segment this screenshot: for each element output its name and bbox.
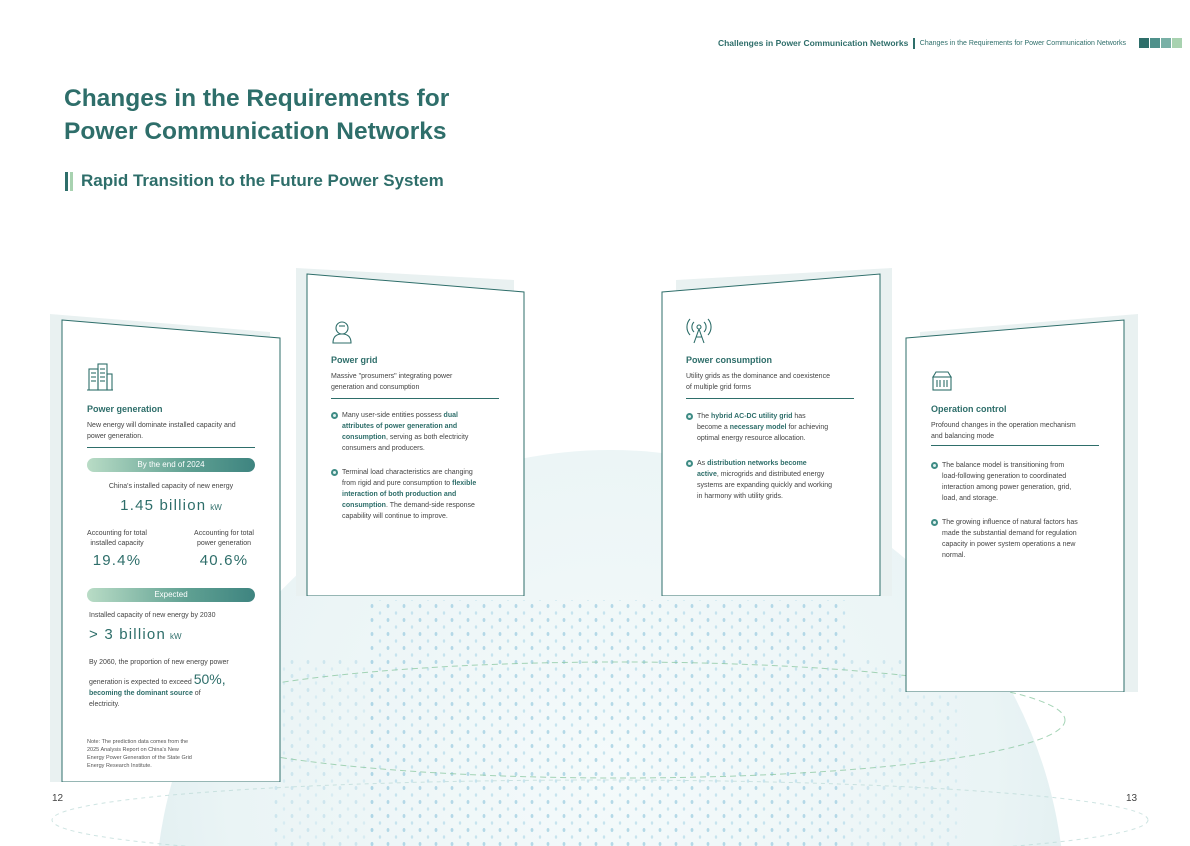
consumption-divider [686,398,854,399]
control-desc [931,420,1076,442]
ctrl-b2-l3: capacity in power system operations a new [942,541,1076,548]
control-title: Operation control [931,404,1007,414]
control-desc-line-1: Profound changes in the operation mechanism [931,422,1076,429]
header-separator [913,38,915,49]
cons-b1-l2c: for achieving [786,424,829,431]
page-number-left: 12 [52,793,64,804]
grid-b1-l3b: , serving as both electricity [385,434,469,441]
control-divider [931,445,1099,446]
capacity-value [87,497,255,514]
cons-b2-l1b: distribution networks become [707,460,807,467]
generation-desc [87,420,236,442]
cons-b1-l1c: has [792,413,806,420]
cons-b1-l1a: The [697,413,712,420]
grid-b2-l2a: from rigid and pure consumption to [342,480,453,487]
header-subsection: Changes in the Requirements for Power Communication Networks [919,39,1126,47]
p2060-line-2: generation is expected to exceed [89,679,192,686]
ctrl-b1-l2: load-following generation to coordinated [942,473,1067,480]
grid-bullet-1 [331,410,506,454]
grid-b2-l4b: . The demand-side response [385,502,475,509]
grid-b1-l1b: dual [443,412,458,419]
page-number-right: 13 [1126,793,1138,804]
cons-b1-l2a: become a [697,424,730,431]
generation-divider [87,447,255,448]
source-note [87,738,192,770]
running-header [718,37,1182,49]
subtitle-text: Rapid Transition to the Future Power System [81,171,444,190]
section-subtitle [65,171,444,191]
header-square-3 [1161,38,1171,48]
capacity-unit: kW [210,503,222,512]
grid-b1-l1a: Many user-side entities possess [342,412,444,419]
p2060-line-1: By 2060, the proportion of new energy power [89,659,229,666]
stat-installed-label-2: installed capacity [90,540,144,547]
pill-expected: Expected [87,588,255,602]
stat-installed-label-1: Accounting for total [87,530,147,537]
pill-end-of-2024: By the end of 2024 [87,458,255,472]
header-square-2 [1150,38,1160,48]
grid-b1-l3a: consumption [342,434,386,441]
stat-installed-value: 19.4% [92,552,142,569]
stat-generation-label [185,529,263,549]
grid-title: Power grid [331,355,378,365]
p2060-line-3-highlight: becoming the dominant source [89,690,193,697]
control-desc-line-2: and balancing mode [931,433,995,440]
page-title-line-1: Changes in the Requirements for [64,85,450,112]
p2060-line-4: electricity. [89,701,120,708]
note-line-3: Energy Power Generation of the State Grid [87,755,192,761]
cons-b2-l1a: As [697,460,708,467]
page-title-line-2: Power Communication Networks [64,118,447,145]
ctrl-b2-l2: made the substantial demand for regulation [942,530,1077,537]
ctrl-b1-l4: load, and storage. [942,495,999,502]
bullet-icon [331,469,338,476]
building-icon [86,361,114,391]
consumption-bullet-1 [686,411,861,444]
consumption-title: Power consumption [686,355,773,365]
grid-b2-l5: capability will continue to improve. [342,513,448,520]
p2060-text [89,657,269,710]
stat-generation-label-1: Accounting for total [194,530,254,537]
person-icon [331,320,353,344]
bullet-icon [686,413,693,420]
generation-desc-line-1: New energy will dominate installed capacity and [87,422,236,429]
control-bullet-1 [931,460,1106,504]
note-line-1: Note: The prediction data comes from the [87,739,189,745]
p2060-percent: 50%, [193,671,226,687]
cons-b2-l3: systems are expanding quickly and working [697,482,833,489]
ctrl-b2-l1: The growing influence of natural factors has [942,519,1078,526]
capacity-number: 1.45 billion [120,497,207,514]
p2060-line-3-tail: of [192,690,201,697]
generation-desc-line-2: power generation. [87,433,144,440]
signal-tower-icon [685,318,713,344]
header-square-4 [1172,38,1182,48]
grid-b2-l2b: flexible [452,480,477,487]
cons-b2-l2b: , microgrids and distributed energy [716,471,825,478]
cons-b1-l2b: necessary model [729,424,787,431]
cons-b2-l4: in harmony with utility grids. [697,493,783,500]
stat-generation-value: 40.6% [199,552,249,569]
consumption-desc [686,371,830,393]
grid-divider [331,398,499,399]
header-square-1 [1139,38,1149,48]
cons-b1-l3: optimal energy resource allocation. [697,435,806,442]
grid-desc-line-1: Massive "prosumers" integrating power [331,373,453,380]
expected-unit: kW [170,632,182,641]
consumption-desc-line-1: Utility grids as the dominance and coexistence [686,373,830,380]
expected-number: > 3 billion [89,626,166,643]
note-line-4: Energy Research Institute. [87,763,152,769]
grid-desc [331,371,452,393]
bullet-icon [931,519,938,526]
expected-label: Installed capacity of new energy by 2030 [89,612,216,619]
capacity-label: China's installed capacity of new energy [108,483,234,490]
cons-b2-l2a: active [697,471,717,478]
grid-desc-line-2: generation and consumption [331,384,420,391]
control-cabinet-icon [931,370,953,392]
stat-generation-label-2: power generation [196,540,252,547]
bullet-icon [686,460,693,467]
bullet-icon [931,462,938,469]
consumption-desc-line-2: of multiple grid forms [686,384,751,391]
cons-b1-l1b: hybrid AC-DC utility grid [711,413,793,420]
ctrl-b2-l4: normal. [942,552,966,559]
header-section: Challenges in Power Communication Networks [717,38,909,48]
ctrl-b1-l1: The balance model is transitioning from [942,462,1065,469]
subtitle-bars-icon [65,172,73,191]
control-bullet-2 [931,517,1106,561]
grid-b1-l4: consumers and producers. [342,445,425,452]
stat-installed-label [79,529,155,549]
generation-title: Power generation [87,404,163,414]
note-line-2: 2025 Analysis Report on China's New [87,747,179,753]
grid-b2-l1: Terminal load characteristics are changing [342,469,473,476]
expected-value [89,626,182,643]
page-title [64,82,449,148]
grid-bullet-2 [331,467,506,522]
consumption-bullet-2 [686,458,861,502]
grid-b2-l3: interaction of both production and [342,491,457,498]
bullet-icon [331,412,338,419]
grid-b2-l4a: consumption [342,502,386,509]
grid-b1-l2: attributes of power generation and [342,423,458,430]
ctrl-b1-l3: interaction among power generation, grid, [942,484,1072,491]
